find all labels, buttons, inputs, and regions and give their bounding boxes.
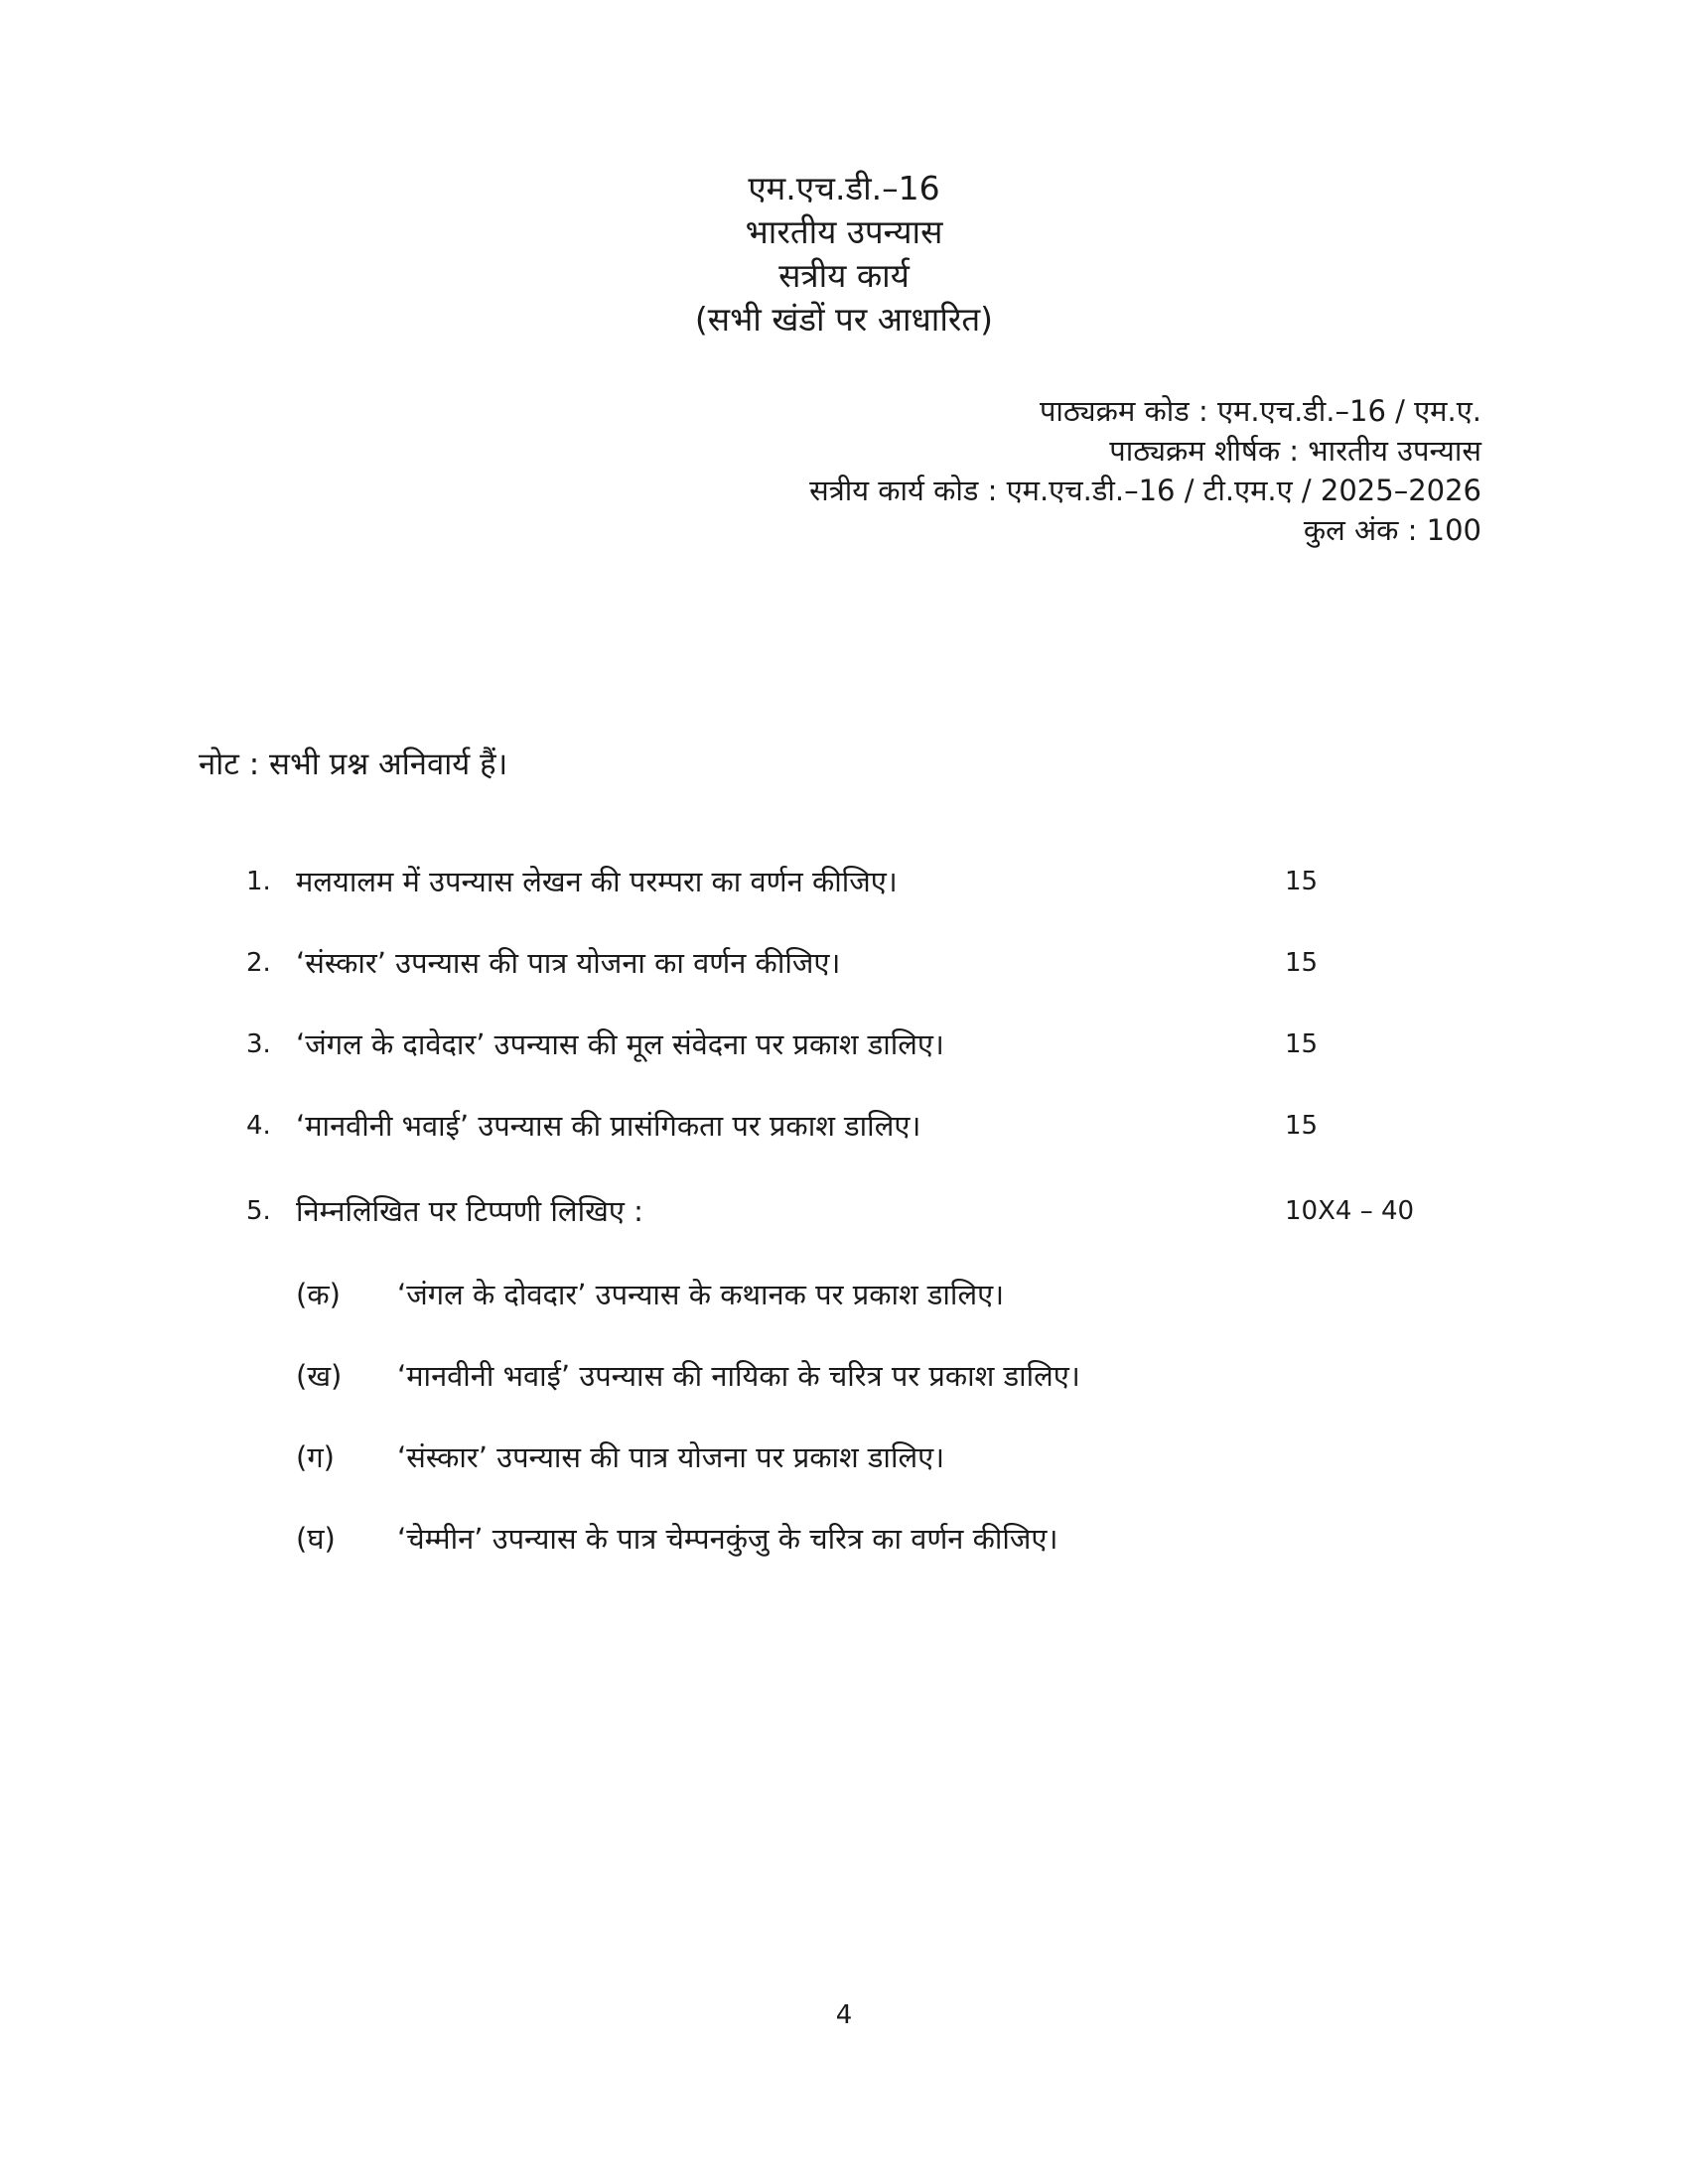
sub-question-text: ‘संस्कार’ उपन्यास की पात्र योजना पर प्रकाश डालिए।: [397, 1440, 945, 1474]
sub-question-text: ‘चेम्मीन’ उपन्यास के पात्र चेम्पनकुंजु के चरित्र का वर्णन कीजिए।: [397, 1522, 1058, 1556]
question-number: 5.: [246, 1196, 271, 1226]
question-number: 2.: [246, 948, 271, 978]
assignment-heading: सत्रीय कार्य: [778, 256, 910, 295]
page-number: 4: [835, 2000, 853, 2030]
question-marks: 10X4 – 40: [1285, 1196, 1415, 1226]
meta-block: [809, 391, 1481, 550]
instructions-note: नोट : सभी प्रश्न अनिवार्य हैं।: [199, 747, 508, 782]
question-text: ‘मानवीनी भवाई’ उपन्यास की प्रासंगिकता पर प्रकाश डालिए।: [296, 1109, 921, 1143]
question-marks: 15: [1285, 1029, 1319, 1059]
question-number: 1.: [246, 867, 271, 896]
sub-question-label: (घ): [296, 1522, 336, 1556]
question-number: 4.: [246, 1111, 271, 1141]
question-text: मलयालम में उपन्यास लेखन की परम्परा का वर्णन कीजिए।: [296, 865, 898, 898]
question-text: निम्नलिखित पर टिप्पणी लिखिए :: [296, 1194, 643, 1228]
question-text: ‘जंगल के दावेदार’ उपन्यास की मूल संवेदना पर प्रकाश डालिए।: [296, 1027, 944, 1061]
question-marks: 15: [1285, 867, 1319, 896]
sub-question-row: [0, 1354, 1688, 1398]
question-marks: 15: [1285, 1111, 1319, 1141]
sub-question-row: [0, 1435, 1688, 1479]
sub-question-label: (क): [296, 1278, 341, 1311]
course-name-heading: भारतीय उपन्यास: [745, 212, 943, 251]
question-marks: 15: [1285, 948, 1319, 978]
sub-question-label: (ग): [296, 1440, 335, 1474]
sub-question-row: [0, 1517, 1688, 1561]
sub-question-label: (ख): [296, 1359, 343, 1393]
assignment-code-line: सत्रीय कार्य कोड : एम.एच.डी.–16 / टी.एम.ए / 2025–2026: [809, 474, 1481, 507]
title-block: [0, 167, 1688, 341]
question-row: [0, 1189, 1688, 1233]
question-row: [0, 1104, 1688, 1148]
course-code-heading: एम.एच.डी.–16: [748, 169, 940, 207]
course-code-line: पाठ्यक्रम कोड : एम.एच.डी.–16 / एम.ए.: [1039, 394, 1481, 428]
question-row: [0, 1023, 1688, 1066]
question-row: [0, 941, 1688, 985]
total-marks-line: कुल अंक : 100: [1303, 513, 1481, 547]
sub-question-text: ‘मानवीनी भवाई’ उपन्यास की नायिका के चरित्र पर प्रकाश डालिए।: [397, 1359, 1080, 1393]
question-number: 3.: [246, 1029, 271, 1059]
sub-question-text: ‘जंगल के दोवदार’ उपन्यास के कथानक पर प्रकाश डालिए।: [397, 1278, 1005, 1311]
question-row: [0, 860, 1688, 903]
sub-question-row: [0, 1273, 1688, 1316]
question-text: ‘संस्कार’ उपन्यास की पात्र योजना का वर्णन कीजिए।: [296, 946, 841, 980]
scope-note: (सभी खंडों पर आधारित): [694, 300, 994, 339]
course-title-line: पाठ्यक्रम शीर्षक : भारतीय उपन्यास: [1109, 434, 1481, 468]
